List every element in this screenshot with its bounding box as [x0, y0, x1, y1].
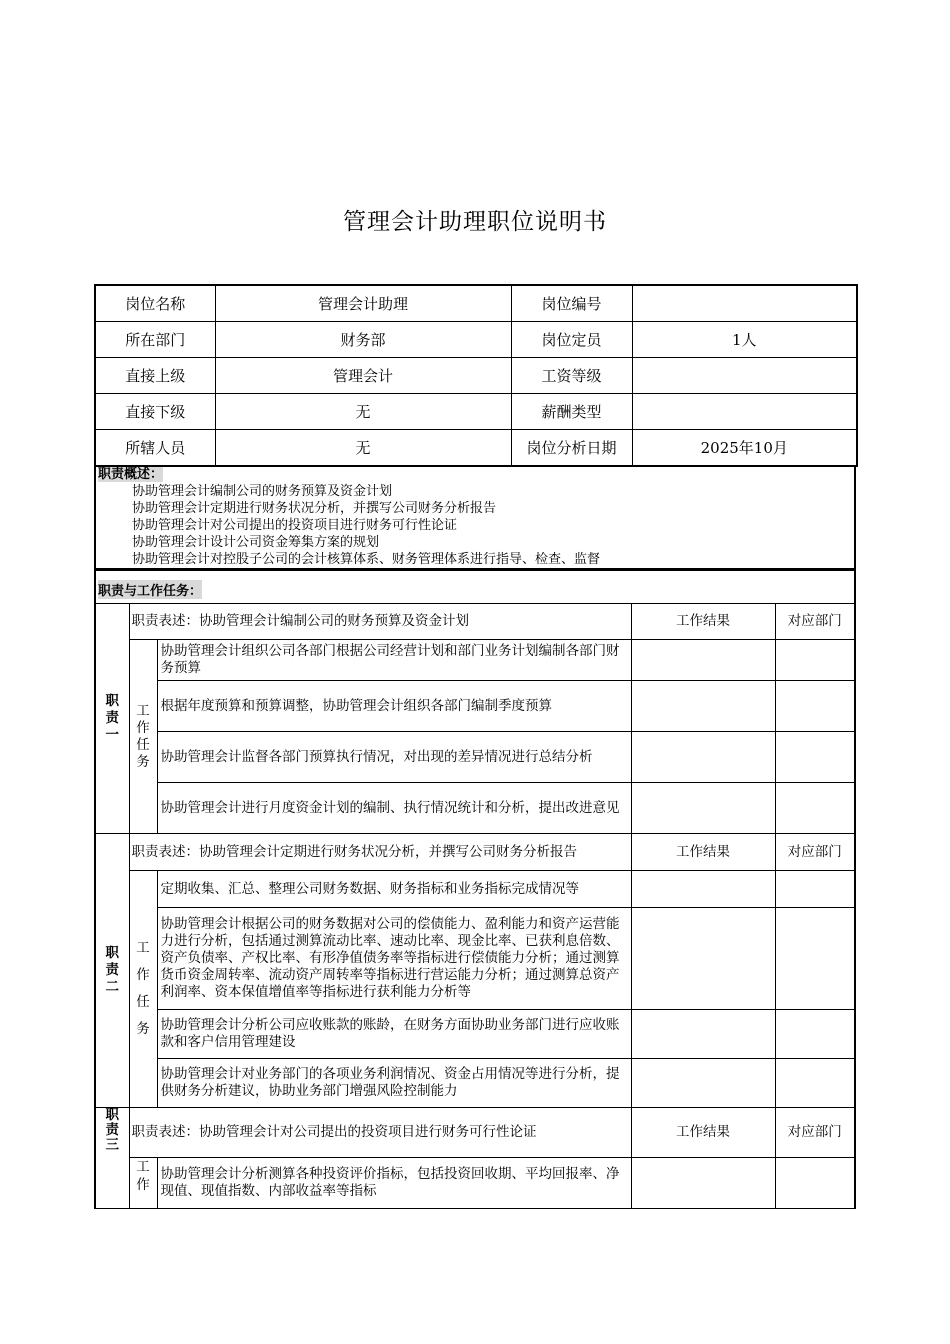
task-dept	[775, 871, 855, 908]
duty-table-3	[94, 1107, 856, 1209]
summary-item: 协助管理会计对控股子公司的会计核算体系、财务管理体系进行指导、检查、监督	[132, 552, 601, 567]
field-label: 工资等级	[511, 358, 632, 394]
task-text: 协助管理会计对业务部门的各项业务利润情况、资金占用情况等进行分析，提供财务分析建议，协助业务部门增强风险控制能力	[157, 1059, 631, 1108]
task-text: 协助管理会计根据公司的财务数据对公司的偿债能力、盈利能力和资产运营能力进行分析，包括通过测算流动比率、速动比率、现金比率、已获利息倍数、资产负债率、产权比率、有形净值债务率等指标进行偿债能力分析；通过测算货币资金周转率、流动资产周转率等指标进行营运能力分析；通过测算总资产利润率、资本保值增值率等指标进行获利能力分析等	[157, 908, 631, 1010]
task-row	[95, 681, 855, 732]
task-text: 协助管理会计进行月度资金计划的编制、执行情况统计和分析，提出改进意见	[157, 783, 631, 834]
task-row	[95, 908, 855, 1010]
field-label: 所在部门	[95, 322, 215, 358]
task-text: 协助管理会计分析测算各种投资评价指标，包括投资回收期、平均回报率、净现值、现值指数、内部收益率等指标	[157, 1158, 631, 1209]
summary-label: 职责概述：	[98, 467, 164, 482]
field-label: 岗位编号	[511, 285, 632, 322]
task-dept	[775, 732, 855, 783]
field-value: 无	[215, 394, 511, 430]
task-dept	[775, 681, 855, 732]
task-dept	[775, 1010, 855, 1059]
work-label: 工作任务	[129, 640, 157, 834]
duty-table-2	[94, 833, 856, 1108]
summary-item: 协助管理会计设计公司资金筹集方案的规划	[132, 535, 380, 550]
field-label: 薪酬类型	[511, 394, 632, 430]
tasks-section-label: 职责与工作任务：	[94, 569, 856, 605]
task-row	[95, 783, 855, 834]
task-result	[631, 732, 775, 783]
task-result	[631, 1059, 775, 1108]
duty-summary	[94, 465, 856, 570]
field-value: 无	[215, 430, 511, 467]
task-dept	[775, 1059, 855, 1108]
field-label: 直接上级	[95, 358, 215, 394]
duty-desc-row	[95, 1108, 855, 1158]
field-label: 岗位分析日期	[511, 430, 632, 467]
task-row	[95, 1158, 855, 1209]
col-result: 工作结果	[631, 1108, 775, 1158]
page-title: 管理会计助理职位说明书	[343, 209, 607, 235]
task-row	[95, 1059, 855, 1108]
work-label: 工作任务	[129, 871, 157, 1108]
task-result	[631, 783, 775, 834]
info-row	[95, 322, 857, 358]
duty-label: 职责二	[95, 834, 129, 1108]
task-dept	[775, 783, 855, 834]
work-label: 工作	[129, 1158, 157, 1209]
info-row	[95, 358, 857, 394]
info-row	[95, 394, 857, 430]
col-dept: 对应部门	[775, 1108, 855, 1158]
duty-description: 职责表述：协助管理会计编制公司的财务预算及资金计划	[129, 604, 631, 640]
task-row	[95, 732, 855, 783]
position-info-table	[94, 284, 858, 467]
duty-desc-row	[95, 604, 855, 640]
summary-item: 协助管理会计对公司提出的投资项目进行财务可行性论证	[132, 518, 458, 533]
field-label: 所辖人员	[95, 430, 215, 467]
duty-label: 职责一	[95, 604, 129, 834]
field-label: 岗位名称	[95, 285, 215, 322]
task-result	[631, 681, 775, 732]
field-value	[632, 394, 857, 430]
field-label: 岗位定员	[511, 322, 632, 358]
task-dept	[775, 908, 855, 1010]
task-dept	[775, 1158, 855, 1209]
task-text: 根据年度预算和预算调整，协助管理会计组织各部门编制季度预算	[157, 681, 631, 732]
duty-desc-row	[95, 834, 855, 871]
col-dept: 对应部门	[775, 834, 855, 871]
field-value: 管理会计	[215, 358, 511, 394]
col-result: 工作结果	[631, 604, 775, 640]
task-result	[631, 640, 775, 681]
task-row	[95, 1010, 855, 1059]
info-row	[95, 285, 857, 322]
task-dept	[775, 640, 855, 681]
duty-description: 职责表述：协助管理会计对公司提出的投资项目进行财务可行性论证	[129, 1108, 631, 1158]
task-result	[631, 908, 775, 1010]
task-result	[631, 1010, 775, 1059]
task-text: 定期收集、汇总、整理公司财务数据、财务指标和业务指标完成情况等	[157, 871, 631, 908]
summary-item: 协助管理会计定期进行财务状况分析，并撰写公司财务分析报告	[132, 501, 497, 516]
field-label: 直接下级	[95, 394, 215, 430]
col-dept: 对应部门	[775, 604, 855, 640]
task-text: 协助管理会计监督各部门预算执行情况，对出现的差异情况进行总结分析	[157, 732, 631, 783]
duty-description: 职责表述：协助管理会计定期进行财务状况分析，并撰写公司财务分析报告	[129, 834, 631, 871]
field-value	[632, 285, 857, 322]
field-value: 2025年10月	[632, 430, 857, 467]
col-result: 工作结果	[631, 834, 775, 871]
field-value: 管理会计助理	[215, 285, 511, 322]
duty-label: 职责三	[95, 1108, 129, 1209]
task-row	[95, 640, 855, 681]
task-row	[95, 871, 855, 908]
task-text: 协助管理会计组织公司各部门根据公司经营计划和部门业务计划编制各部门财务预算	[157, 640, 631, 681]
task-result	[631, 871, 775, 908]
duty-table-1	[94, 603, 856, 834]
field-value: 1人	[632, 322, 857, 358]
field-value: 财务部	[215, 322, 511, 358]
info-row	[95, 430, 857, 467]
summary-item: 协助管理会计编制公司的财务预算及资金计划	[132, 484, 393, 499]
field-value	[632, 358, 857, 394]
task-result	[631, 1158, 775, 1209]
task-text: 协助管理会计分析公司应收账款的账龄，在财务方面协助业务部门进行应收账款和客户信用管理建设	[157, 1010, 631, 1059]
